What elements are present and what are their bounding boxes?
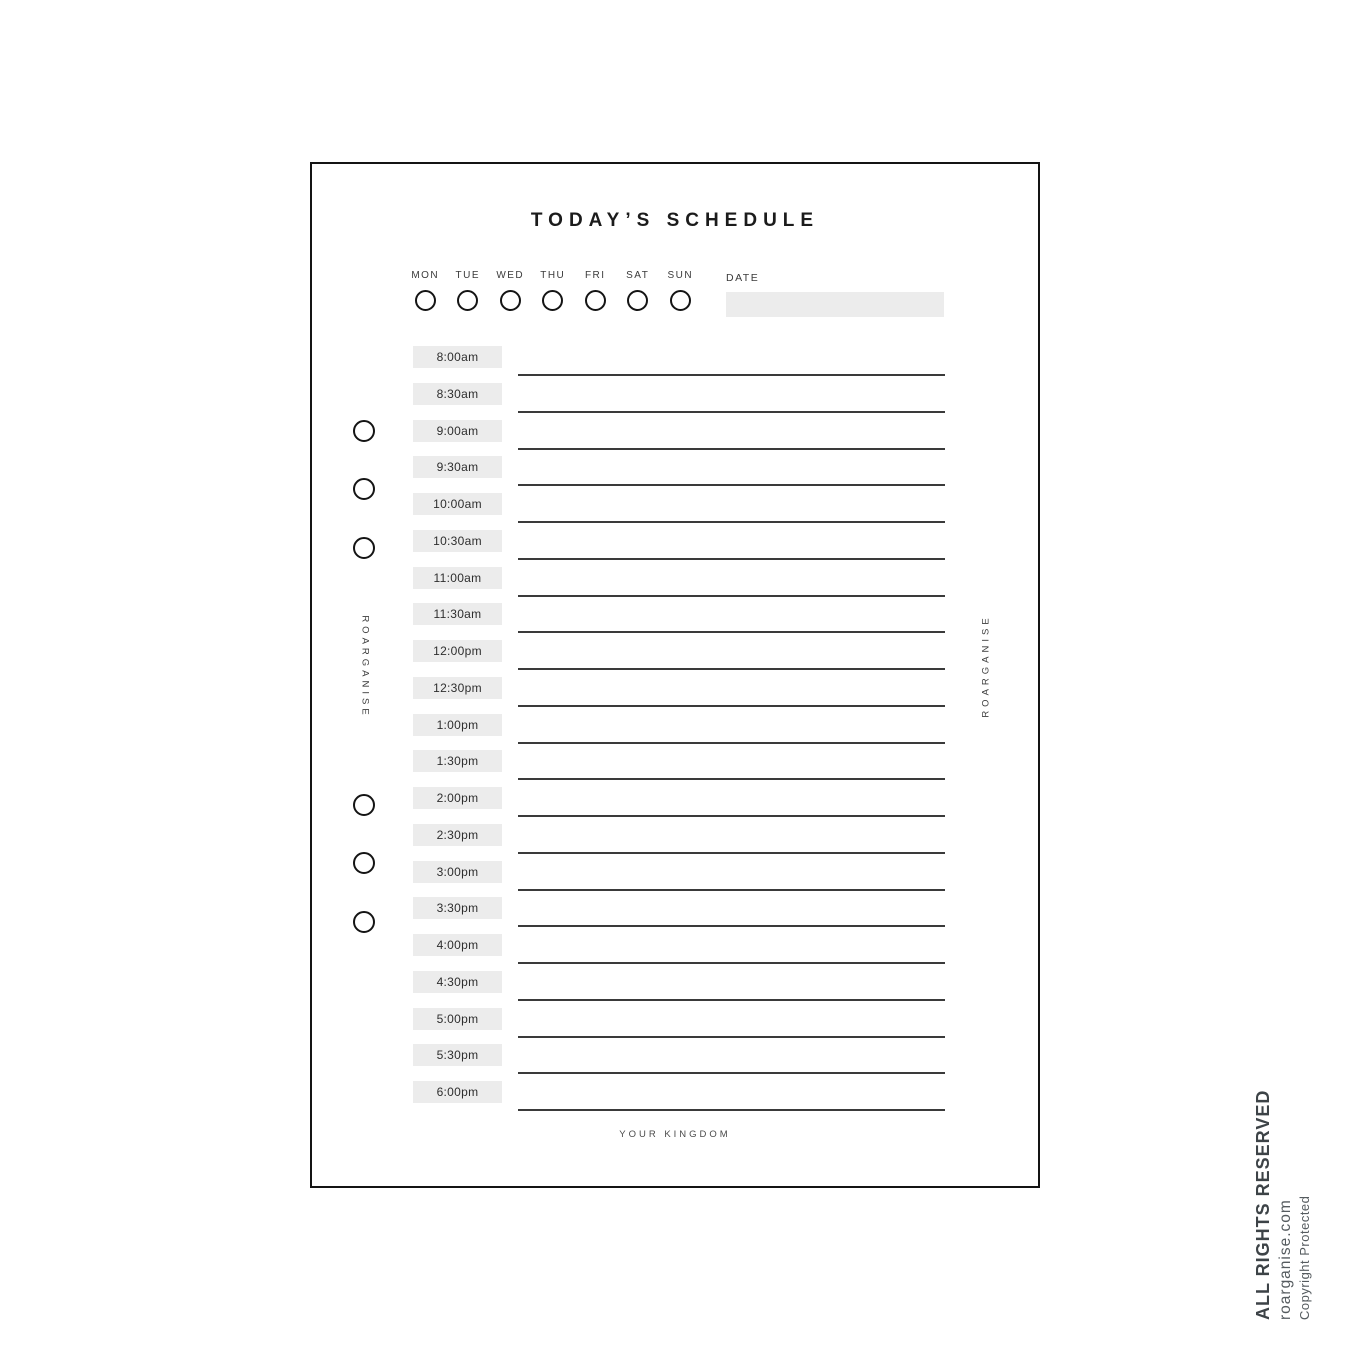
schedule-write-line[interactable] (518, 1072, 945, 1074)
time-slot-label: 2:00pm (413, 787, 502, 809)
binder-hole (353, 911, 375, 933)
planner-page (310, 162, 1040, 1188)
day-item (489, 270, 532, 311)
schedule-row (413, 1044, 945, 1081)
day-label: SAT (626, 270, 650, 281)
day-circle[interactable] (415, 290, 436, 311)
brand-vertical-right: ROARGANISE (980, 614, 992, 718)
day-label: TUE (455, 270, 480, 281)
watermark-site: roarganise.com (1277, 1199, 1294, 1320)
day-label: MON (411, 270, 440, 281)
binder-hole (353, 852, 375, 874)
time-slot-label: 9:00am (413, 420, 502, 442)
time-slot-label: 10:30am (413, 530, 502, 552)
schedule-write-line[interactable] (518, 962, 945, 964)
day-item (617, 270, 660, 311)
day-circle[interactable] (457, 290, 478, 311)
schedule-row (413, 603, 945, 640)
day-selector (404, 270, 702, 311)
day-label: SUN (667, 270, 694, 281)
schedule-write-line[interactable] (518, 521, 945, 523)
schedule-row (413, 383, 945, 420)
time-slot-label: 1:30pm (413, 750, 502, 772)
schedule-write-line[interactable] (518, 411, 945, 413)
watermark-protected: Copyright Protected (1297, 1195, 1312, 1320)
schedule-row (413, 971, 945, 1008)
day-item (447, 270, 490, 311)
day-circle[interactable] (500, 290, 521, 311)
binder-hole (353, 478, 375, 500)
time-slot-label: 1:00pm (413, 714, 502, 736)
time-slot-label: 3:00pm (413, 861, 502, 883)
day-circle[interactable] (542, 290, 563, 311)
day-item (404, 270, 447, 311)
schedule-write-line[interactable] (518, 999, 945, 1001)
time-slot-label: 6:00pm (413, 1081, 502, 1103)
watermark-rights: ALL RIGHTS RESERVED (1253, 1089, 1273, 1320)
copyright-watermark (1252, 1080, 1314, 1320)
time-slot-label: 5:00pm (413, 1008, 502, 1030)
day-label: WED (496, 270, 525, 281)
schedule-row (413, 346, 945, 383)
schedule-write-line[interactable] (518, 815, 945, 817)
brand-vertical-left: ROARGANISE (359, 615, 371, 719)
day-label: FRI (584, 270, 606, 281)
binder-hole (353, 537, 375, 559)
schedule-row (413, 714, 945, 751)
schedule-row (413, 934, 945, 971)
schedule-write-line[interactable] (518, 374, 945, 376)
time-slot-label: 12:00pm (413, 640, 502, 662)
schedule-write-line[interactable] (518, 852, 945, 854)
time-slot-label: 3:30pm (413, 897, 502, 919)
schedule-write-line[interactable] (518, 705, 945, 707)
schedule-row (413, 640, 945, 677)
page-title: TODAY’S SCHEDULE (530, 210, 820, 231)
binder-hole (353, 420, 375, 442)
date-label: DATE (726, 272, 760, 284)
day-circle[interactable] (585, 290, 606, 311)
schedule-write-line[interactable] (518, 925, 945, 927)
schedule-write-line[interactable] (518, 668, 945, 670)
schedule-write-line[interactable] (518, 1036, 945, 1038)
schedule-row (413, 824, 945, 861)
schedule-write-line[interactable] (518, 484, 945, 486)
schedule-write-line[interactable] (518, 558, 945, 560)
time-slot-label: 9:30am (413, 456, 502, 478)
time-slot-label: 4:30pm (413, 971, 502, 993)
schedule-row (413, 750, 945, 787)
footer-brand: YOUR KINGDOM (619, 1129, 731, 1140)
time-slot-label: 8:30am (413, 383, 502, 405)
schedule-write-line[interactable] (518, 631, 945, 633)
schedule-row (413, 456, 945, 493)
schedule-write-line[interactable] (518, 595, 945, 597)
schedule-row (413, 493, 945, 530)
schedule-write-line[interactable] (518, 889, 945, 891)
schedule-row (413, 530, 945, 567)
time-slot-label: 4:00pm (413, 934, 502, 956)
schedule-row (413, 1081, 945, 1118)
schedule-row (413, 861, 945, 898)
time-slot-label: 8:00am (413, 346, 502, 368)
schedule-row (413, 787, 945, 824)
date-input-field[interactable] (726, 292, 944, 317)
time-slot-label: 2:30pm (413, 824, 502, 846)
schedule-row (413, 420, 945, 457)
binder-hole (353, 794, 375, 816)
schedule-row (413, 1008, 945, 1045)
time-slot-label: 11:30am (413, 603, 502, 625)
schedule-write-line[interactable] (518, 778, 945, 780)
time-slot-label: 5:30pm (413, 1044, 502, 1066)
schedule-rows (413, 346, 945, 1118)
day-item (574, 270, 617, 311)
schedule-write-line[interactable] (518, 448, 945, 450)
time-slot-label: 10:00am (413, 493, 502, 515)
day-item (659, 270, 702, 311)
schedule-row (413, 897, 945, 934)
schedule-row (413, 567, 945, 604)
date-block (726, 272, 944, 317)
schedule-write-line[interactable] (518, 1109, 945, 1111)
day-circle[interactable] (670, 290, 691, 311)
day-item (532, 270, 575, 311)
day-circle[interactable] (627, 290, 648, 311)
time-slot-label: 12:30pm (413, 677, 502, 699)
schedule-row (413, 677, 945, 714)
schedule-write-line[interactable] (518, 742, 945, 744)
day-label: THU (540, 270, 566, 281)
time-slot-label: 11:00am (413, 567, 502, 589)
